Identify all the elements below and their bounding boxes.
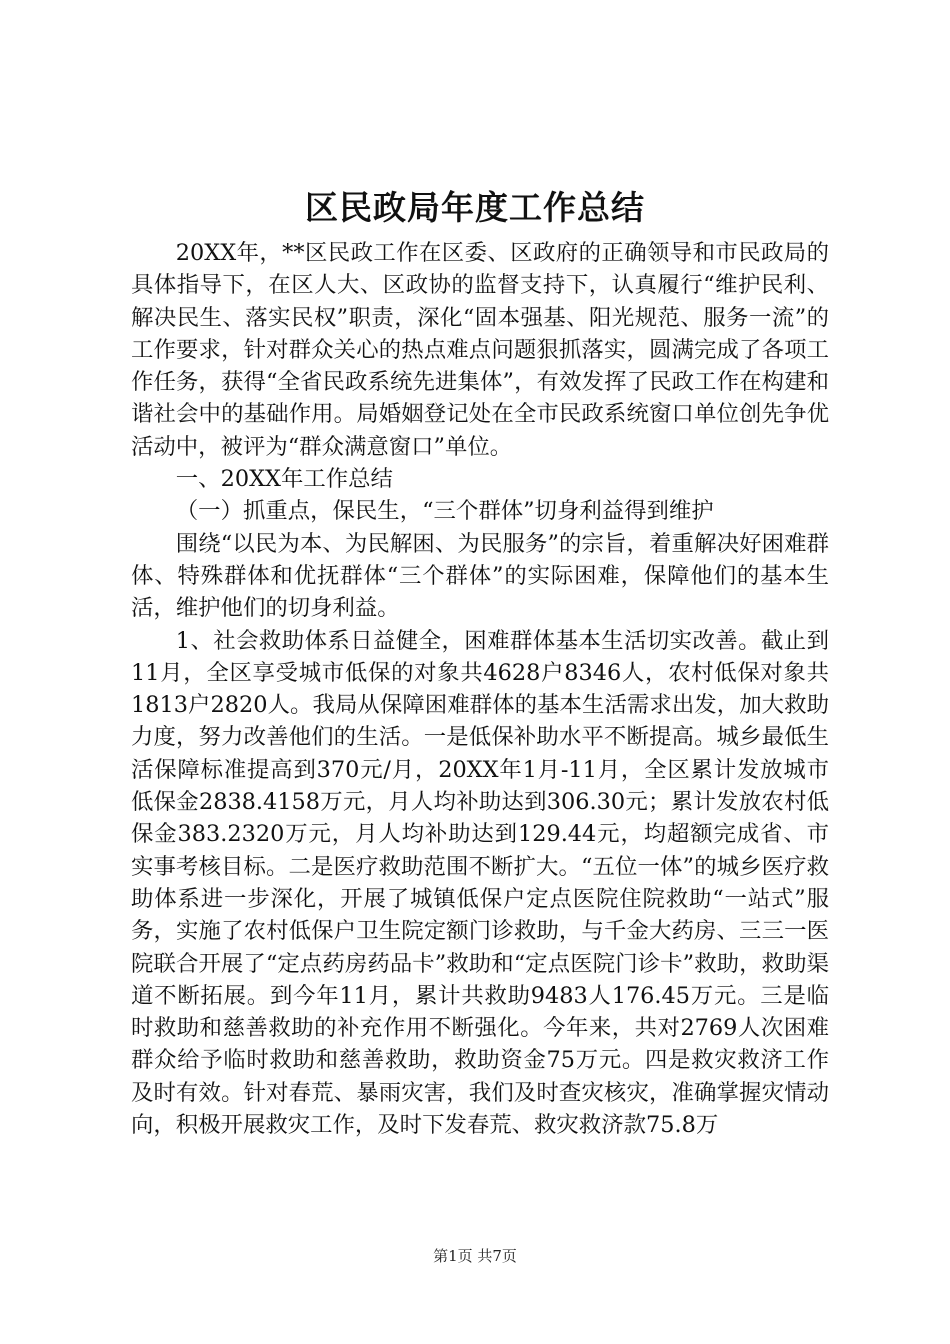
paragraph-intro: 20XX年，**区民政工作在区委、区政府的正确领导和市民政局的具体指导下，在区人大、区政协的监督支持下，认真履行“维护民利、解决民生、落实民权”职责，深化“固本强基、阳光规范、服务一流”的工作要求，针对群众关心的热点难点问题狠抓落实，圆满完成了各项工作任务，获得“全省民政系统先进集体”，有效发挥了民政工作在构建和谐社会中的基础作用。局婚姻登记处在全市民政系统窗口单位创先争优活动中，被评为“群众满意窗口”单位。 (131, 240, 829, 460)
document-body (131, 237, 829, 1141)
document-title: 区民政局年度工作总结 (305, 188, 645, 227)
subsection-heading: （一）抓重点，保民生，“三个群体”切身利益得到维护 (175, 498, 714, 525)
section-heading: 一、20XX年工作总结 (175, 466, 393, 493)
paragraph-social-assistance: 1、社会救助体系日益健全，困难群体基本生活切实改善。截止到11月，全区享受城市低保的对象共4628户8346人，农村低保对象共1813户2820人。我局从保障困难群体的基本生活需求出发，加大救助力度，努力改善他们的生活。一是低保补助水平不断提高。城乡最低生活保障标准提高到370元/月，20XX年1月-11月，全区累计发放城市低保金2838.4158万元，月人均补助达到306.30元；累计发放农村低保金383.2320万元，月人均补助达到129.44元，均超额完成省、市实事考核目标。二是医疗救助范围不断扩大。“五位一体”的城乡医疗救助体系进一步深化，开展了城镇低保户定点医院住院救助“一站式”服务，实施了农村低保户卫生院定额门诊救助，与千金大药房、三三一医院联合开展了“定点药房药品卡”救助和“定点医院门诊卡”救助，救助渠道不断拓展。到今年11月，累计共救助9483人176.45万元。三是临时救助和慈善救助的补充作用不断强化。今年来，共对2769人次困难群众给予临时救助和慈善救助，救助资金75万元。四是救灾救济工作及时有效。针对春荒、暴雨灾害，我们及时查灾核灾，准确掌握灾情动向，积极开展救灾工作，及时下发春荒、救灾救济款75.8万 (131, 627, 829, 1139)
page-footer: 第1页 共7页 (433, 1247, 517, 1265)
paragraph-purpose: 围绕“以民为本、为民解困、为民服务”的宗旨，着重解决好困难群体、特殊群体和优抚群体“三个群体”的实际困难，保障他们的基本生活，维护他们的切身利益。 (131, 530, 829, 622)
